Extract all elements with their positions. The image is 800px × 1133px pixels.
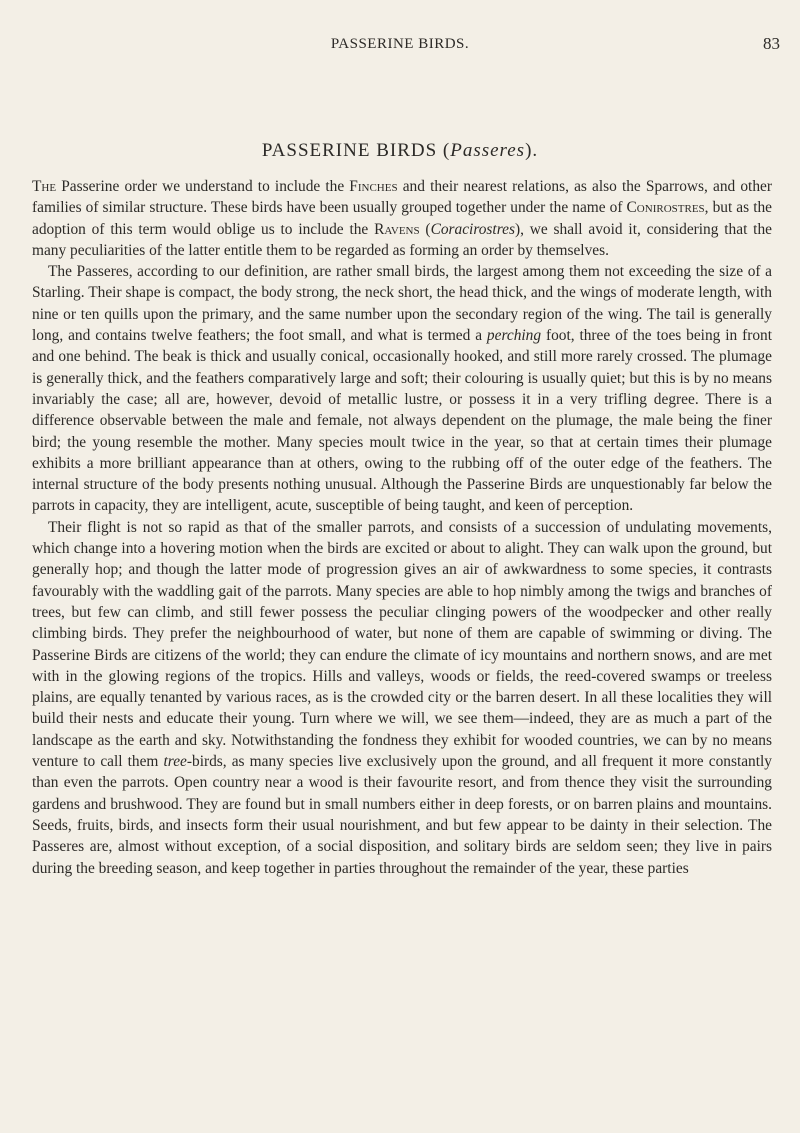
title-latin: Passeres	[450, 140, 526, 161]
term-ravens: Ravens	[374, 220, 420, 238]
paragraph-2	[32, 261, 772, 517]
paragraph-1	[32, 176, 772, 261]
lead-word: The	[32, 178, 57, 195]
running-head: PASSERINE BIRDS.	[330, 36, 470, 52]
text-run: (	[419, 220, 431, 238]
text-run: foot, three of the toes being in front and one behind. The beak is thick and usually conical, occasionally hooked, and still more rarely crossed. The plumage is generally thick, and the feathers comparatively large and soft; their colouring is usually quiet; but this is by no means invariably the case; all are, however, devoid of metallic lustre, or possess it in a very trifling degree. There is a difference observable between the male and female, not always dependent on the plumage, the male being the finer bird; the young resemble the mother. Many species moult twice in the year, so that at certain times their plumage exhibits a more brilliant appearance than at others, owing to the rubbing off of the outer edge of the feathers. The internal structure of the body presents nothing unusual. Although the Passerine Birds are unquestionably far below the parrots in capacity, they are intelligent, acute, susceptible of being taught, and keen of perception.	[32, 327, 772, 515]
text-run: The Passeres, according to our definition, are rather small birds, the largest among them not exceeding the size of a Starling. Their shape is compact, the body strong, the neck short, the head thick, and the wings of moderate length, with nine or ten quills upon the primary, and the same number upon the secondary region of the wing. The tail is generally long, and contains twelve feathers; the foot small, and what is termed a	[32, 263, 772, 345]
title-close: ).	[525, 140, 539, 161]
term-finches: Finches	[349, 178, 398, 195]
page-number: 83	[763, 34, 780, 53]
text-run: and their nearest relations, as also the Sparrows, and other families of similar structure. These birds have been usually grouped together under the name of	[32, 178, 772, 217]
term-conirostres: Conirostres	[626, 199, 705, 217]
body-text	[32, 176, 772, 879]
text-run: Their flight is not so rapid as that of the smaller parrots, and consists of a succession of undulating movements, which change into a hovering motion when the birds are excited or about to alight. They can walk upon the ground, but generally hop; and though the latter mode of progression gives an air of awkwardness to some species, it contrasts favourably with the waddling gait of the parrots. Many species are able to hop nimbly among the twigs and branches of trees, but few can climb, and still fewer possess the peculiar clinging powers of the woodpecker and other really climbing birds. They prefer the neighbourhood of water, but none of them are capable of swimming or diving. The Passerine Birds are citizens of the world; they can endure the climate of icy mountains and northern snows, and are met with in the glowing regions of the tropics. Hills and valleys, woods or fields, the reed-covered swamps or treeless plains, are equally tenanted by various races, as is the crowded city or the barren desert. In all these localities they will build their nests and educate their young. Turn where we will, we see them—indeed, they are as much a part of the landscape as the earth and sky. Notwithstanding the fondness they exhibit for wooded countries, we can by no means venture to call them	[32, 518, 772, 771]
section-title	[0, 140, 800, 162]
text-run: Passerine order we understand to include the	[56, 178, 350, 195]
term-coracirostres: Coracirostres	[430, 220, 515, 238]
text-run: , but as the adoption of this term would oblige us to include the	[32, 199, 773, 238]
term-perching: perching	[486, 327, 542, 345]
text-run: -birds, as many species live exclusively upon the ground, and all frequent it more constantly than even the parrots. Open country near a wood is their favourite resort, and from thence they visit the surrounding gardens and brushwood. They are found but in small numbers either in deep forests, or on barren plains and mountains. Seeds, fruits, birds, and insects form their usual nourishment, and but few appear to be dainty in their selection. The Passeres are, almost without exception, of a social disposition, and solitary birds are seldom seen; they live in pairs during the breeding season, and keep together in parties throughout the remainder of the year, these parties	[32, 753, 772, 877]
paragraph-3	[32, 517, 772, 879]
title-text: PASSERINE BIRDS (	[261, 140, 451, 161]
text-run: ), we shall avoid it, considering that the many peculiarities of the latter entitle them to be regarded as forming an order by themselves.	[32, 220, 772, 259]
term-tree: tree	[163, 753, 187, 771]
